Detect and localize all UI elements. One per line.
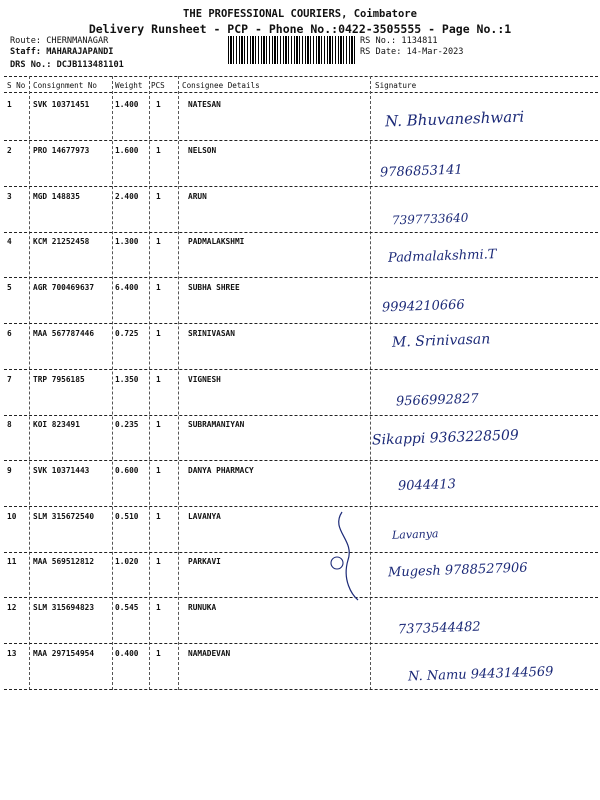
cell-consignee: SRINIVASAN	[188, 329, 235, 338]
cell-weight: 0.725	[115, 329, 139, 338]
cell-consignment: SVK 10371443	[33, 466, 90, 475]
staff-label: Staff: MAHARAJAPANDI	[10, 47, 114, 57]
row-separator	[4, 460, 598, 461]
cell-pcs: 1	[156, 237, 161, 246]
handwritten-signature: Mugesh 9788527906	[387, 560, 528, 581]
row-separator	[4, 277, 598, 278]
cell-weight: 1.020	[115, 557, 139, 566]
row-separator	[4, 552, 598, 553]
cell-sno: 1	[7, 100, 12, 109]
cell-consignee: PADMALAKSHMI	[188, 237, 245, 246]
cell-consignment: SLM 315672540	[33, 512, 95, 521]
row-separator	[4, 643, 598, 644]
handwritten-signature: Lavanya	[391, 527, 439, 542]
cell-consignment: KOI 823491	[33, 420, 80, 429]
company-title: THE PROFESSIONAL COURIERS, Coimbatore	[183, 8, 417, 20]
handwritten-signature: 7373544482	[397, 619, 481, 638]
cell-weight: 0.600	[115, 466, 139, 475]
cell-sno: 2	[7, 146, 12, 155]
handwritten-signature: Padmalakshmi.T	[387, 247, 497, 266]
col-header-consignee: Consignee Details	[182, 81, 260, 90]
cell-consignment: SVK 10371451	[33, 100, 90, 109]
cell-sno: 5	[7, 283, 12, 292]
handwritten-signature: 9786853141	[379, 162, 463, 181]
cell-consignee: VIGNESH	[188, 375, 221, 384]
row-separator	[4, 689, 598, 690]
cell-pcs: 1	[156, 100, 161, 109]
cell-pcs: 1	[156, 649, 161, 658]
cell-weight: 0.545	[115, 603, 139, 612]
rs-date: RS Date: 14-Mar-2023	[360, 47, 464, 57]
col-header-consignment: Consignment No	[33, 81, 98, 90]
cell-sno: 11	[7, 557, 17, 566]
cell-consignment: SLM 315694823	[33, 603, 95, 612]
row-separator	[4, 140, 598, 141]
cell-weight: 1.300	[115, 237, 139, 246]
cell-consignee: SUBRAMANIYAN	[188, 420, 245, 429]
route-label: Route: CHERNMANAGAR	[10, 36, 109, 46]
handwritten-signature: N. Namu 9443144569	[407, 664, 554, 685]
header-rule-top	[4, 76, 598, 77]
cell-consignee: RUNUKA	[188, 603, 217, 612]
cell-sno: 13	[7, 649, 17, 658]
cell-pcs: 1	[156, 283, 161, 292]
cell-weight: 1.600	[115, 146, 139, 155]
cell-consignment: TRP 7956185	[33, 375, 85, 384]
cell-consignment: MAA 569512812	[33, 557, 95, 566]
cell-pcs: 1	[156, 329, 161, 338]
cell-consignee: DANYA PHARMACY	[188, 466, 254, 475]
cell-sno: 7	[7, 375, 12, 384]
cell-sno: 4	[7, 237, 12, 246]
barcode	[228, 36, 356, 64]
cell-sno: 6	[7, 329, 12, 338]
cell-weight: 0.235	[115, 420, 139, 429]
row-separator	[4, 415, 598, 416]
cell-consignment: PRO 14677973	[33, 146, 90, 155]
scribble-stroke	[339, 512, 358, 600]
cell-weight: 6.400	[115, 283, 139, 292]
cell-consignment: MAA 297154954	[33, 649, 95, 658]
handwritten-signature: N. Bhuvaneshwari	[384, 107, 525, 131]
row-separator	[4, 369, 598, 370]
cell-pcs: 1	[156, 420, 161, 429]
handwritten-signature: M. Srinivasan	[391, 331, 491, 351]
row-separator	[4, 597, 598, 598]
cell-pcs: 1	[156, 146, 161, 155]
cell-consignee: SUBHA SHREE	[188, 283, 240, 292]
cell-weight: 0.510	[115, 512, 139, 521]
header-rule-bottom	[4, 92, 598, 93]
row-separator	[4, 186, 598, 187]
drs-label: DRS No.: DCJB113481101	[10, 60, 124, 70]
handwritten-signature: 9566992827	[395, 391, 479, 410]
handwritten-signature: 9994210666	[381, 297, 465, 316]
cell-pcs: 1	[156, 466, 161, 475]
cell-pcs: 1	[156, 375, 161, 384]
cell-weight: 1.350	[115, 375, 139, 384]
cell-sno: 9	[7, 466, 12, 475]
cell-consignment: MGD 148835	[33, 192, 80, 201]
cell-sno: 12	[7, 603, 17, 612]
cell-sno: 10	[7, 512, 17, 521]
col-header-signature: Signature	[375, 81, 417, 90]
cell-consignee: LAVANYA	[188, 512, 221, 521]
cell-weight: 2.400	[115, 192, 139, 201]
rs-number: RS No.: 1134811	[360, 36, 438, 46]
cell-weight: 1.400	[115, 100, 139, 109]
cell-consignee: NELSON	[188, 146, 217, 155]
cell-consignment: AGR 700469637	[33, 283, 95, 292]
row-separator	[4, 506, 598, 507]
handwritten-signature: 9044413	[397, 476, 457, 495]
cell-consignee: NATESAN	[188, 100, 221, 109]
col-header-weight: Weight	[115, 81, 143, 90]
cell-consignee: PARKAVI	[188, 557, 221, 566]
runsheet-title: Delivery Runsheet - PCP - Phone No.:0422-3505555 - Page No.:1	[88, 22, 512, 36]
col-header-sno: S No	[7, 81, 26, 90]
row-separator	[4, 323, 598, 324]
cell-weight: 0.400	[115, 649, 139, 658]
handwritten-signature: Sikappi 9363228509	[371, 427, 520, 449]
cell-pcs: 1	[156, 512, 161, 521]
cell-consignment: KCM 21252458	[33, 237, 90, 246]
cell-consignment: MAA 567787446	[33, 329, 95, 338]
cell-pcs: 1	[156, 192, 161, 201]
scribble-circle	[331, 557, 343, 569]
cell-sno: 8	[7, 420, 12, 429]
cell-sno: 3	[7, 192, 12, 201]
cell-consignee: ARUN	[188, 192, 207, 201]
handwritten-signature: 7397733640	[391, 210, 469, 228]
cell-consignee: NAMADEVAN	[188, 649, 231, 658]
row-separator	[4, 232, 598, 233]
cell-pcs: 1	[156, 603, 161, 612]
cell-pcs: 1	[156, 557, 161, 566]
col-header-pcs: PCS	[151, 81, 165, 90]
